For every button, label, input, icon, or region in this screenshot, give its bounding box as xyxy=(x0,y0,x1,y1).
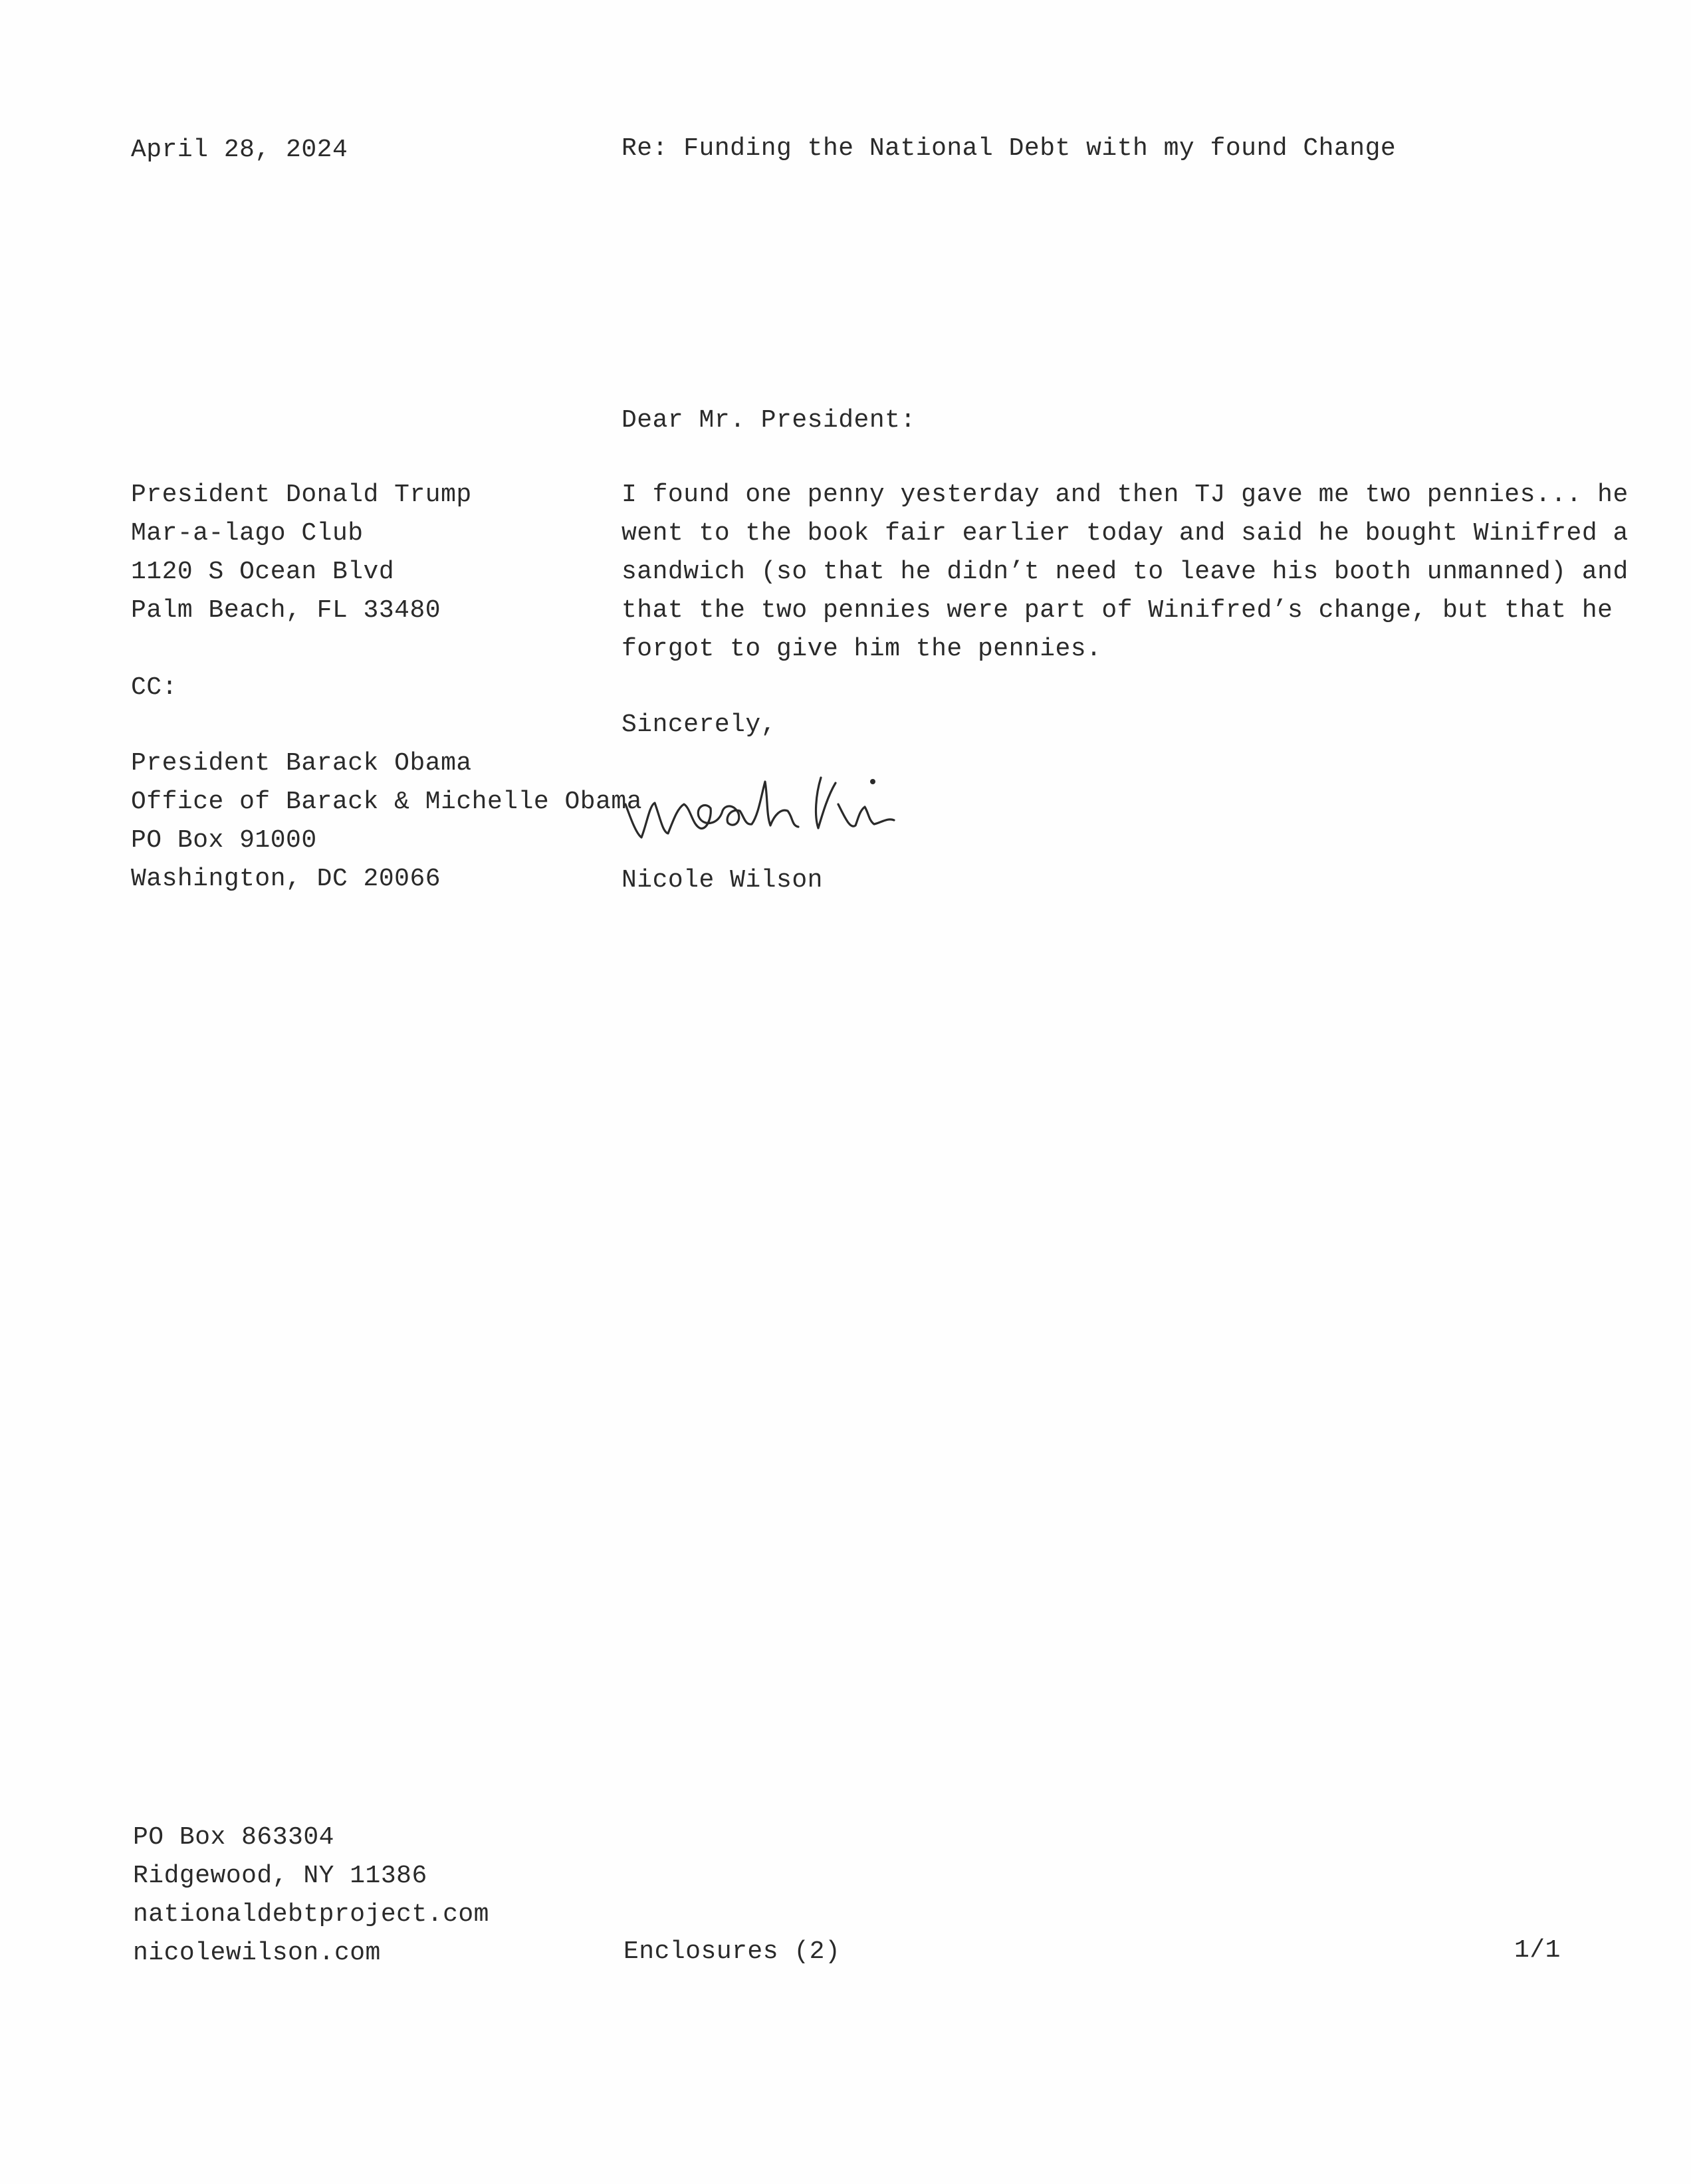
body-line: forgot to give him the pennies. xyxy=(621,635,1102,663)
sender-line: Ridgewood, NY 11386 xyxy=(133,1862,427,1890)
sender-line: PO Box 863304 xyxy=(133,1823,334,1852)
body-line: sandwich (so that he didn’t need to leave his booth unmanned) and xyxy=(621,558,1629,586)
body-line: I found one penny yesterday and then TJ gave me two pennies... he xyxy=(621,481,1629,509)
cc-line: President Barack Obama xyxy=(131,749,472,778)
cc-label: CC: xyxy=(131,673,177,702)
letter-date: April 28, 2024 xyxy=(131,136,348,164)
cc-line: Office of Barack & Michelle Obama xyxy=(131,788,643,816)
sender-line: nicolewilson.com xyxy=(133,1939,381,1967)
cc-address xyxy=(131,744,642,899)
recipient-line: 1120 S Ocean Blvd xyxy=(131,558,395,586)
recipient-address xyxy=(131,476,472,630)
recipient-line: President Donald Trump xyxy=(131,481,472,509)
signer-name: Nicole Wilson xyxy=(621,866,823,895)
enclosures-note: Enclosures (2) xyxy=(623,1937,841,1966)
body-line: went to the book fair earlier today and said he bought Winifred a xyxy=(621,519,1629,548)
letter-subject: Re: Funding the National Debt with my found Change xyxy=(621,134,1397,163)
recipient-line: Mar-a-lago Club xyxy=(131,519,364,548)
page-number: 1/1 xyxy=(1514,1936,1561,1965)
body-line: that the two pennies were part of Winifred’s change, but that he xyxy=(621,596,1613,625)
recipient-line: Palm Beach, FL 33480 xyxy=(131,596,441,625)
closing: Sincerely, xyxy=(621,710,777,739)
letter-body xyxy=(621,476,1629,669)
cc-line: PO Box 91000 xyxy=(131,826,317,855)
sender-line: nationaldebtproject.com xyxy=(133,1900,489,1929)
sender-address xyxy=(133,1818,489,1973)
handwritten-signature xyxy=(621,764,927,851)
salutation: Dear Mr. President: xyxy=(621,406,916,435)
cc-line: Washington, DC 20066 xyxy=(131,865,441,893)
